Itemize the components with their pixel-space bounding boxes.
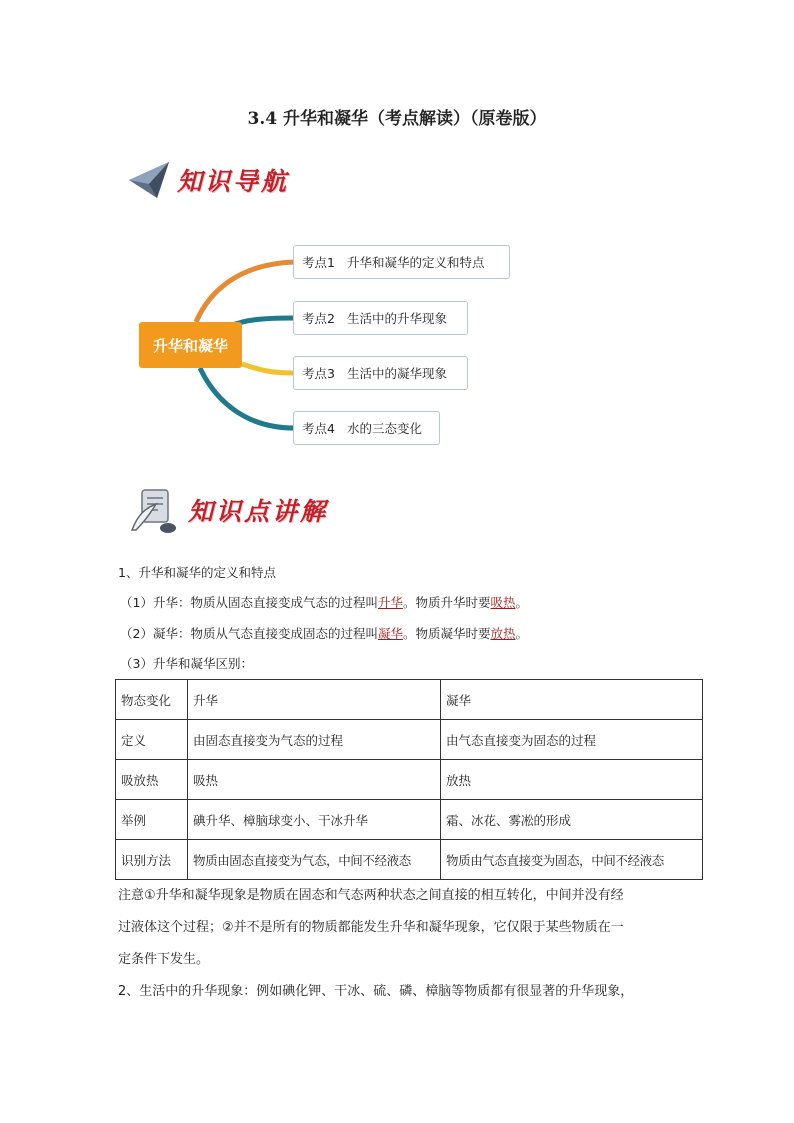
paragraph-deposition [120,624,528,642]
text-segment: （2）凝华：物质从气态直接变成固态的过程叫 [120,626,378,641]
connector-3 [242,364,294,373]
section-2-heading: 2、生活中的升华现象：例如碘化钾、干冰、硫、磷、樟脑等物质都有很显著的升华现象， [118,984,634,999]
table-cell: 碘升华、樟脑球变小、干冰升华 [188,800,441,840]
mindmap-node-1 [293,245,510,279]
table-cell: 吸热 [188,760,441,800]
connector-1 [196,262,294,322]
table-cell: 识别方法 [116,840,188,880]
mindmap-root: 升华和凝华 [139,322,242,368]
table-cell: 物态变化 [116,680,188,720]
table-cell: 吸放热 [116,760,188,800]
node-label: 水的三态变化 [346,421,422,436]
note-line-3: 定条件下发生。 [118,952,210,967]
node-label: 升华和凝华的定义和特点 [346,255,485,270]
table-row [116,720,703,760]
banner-knowledge-nav-title: 知识导航 [177,167,290,196]
note-line-1: 注意①升华和凝华现象是物质在固态和气态两种状态之间直接的相互转化，中间并没有经 [118,888,624,903]
banner-knowledge-explain-title: 知识点讲解 [188,497,329,526]
table-row [116,760,703,800]
node-number: 考点2 [302,311,335,326]
table-cell: 凝华 [441,680,703,720]
table-row [116,840,703,880]
text-segment: 。 [515,626,529,641]
keyword-release-heat: 放热 [490,626,516,641]
mindmap-node-3 [293,356,468,390]
paragraph-difference: （3）升华和凝华区别： [120,656,253,671]
mindmap-node-4 [293,411,440,445]
table-row [116,800,703,840]
node-label: 生活中的凝华现象 [346,366,447,381]
text-segment: 。物质升华时要 [402,595,491,610]
table-cell: 定义 [116,720,188,760]
text-segment: 。 [515,595,529,610]
table-cell: 举例 [116,800,188,840]
mindmap-node-2 [293,301,468,335]
connector-4 [200,368,294,428]
comparison-table [115,679,703,880]
text-segment: 。物质凝华时要 [402,626,491,641]
scroll-quill-icon [128,484,180,536]
page-title: 3.4 升华和凝华（考点解读）（原卷版） [247,109,547,129]
table-cell: 由固态直接变为气态的过程 [188,720,441,760]
table-cell: 物质由固态直接变为气态，中间不经液态 [188,840,441,880]
mindmap-connectors [0,0,794,460]
keyword-deposition: 凝华 [377,626,403,641]
table-cell: 物质由气态直接变为固态，中间不经液态 [441,840,703,880]
keyword-absorb-heat: 吸热 [490,595,516,610]
banner-knowledge-explain [128,484,328,536]
node-number: 考点4 [302,421,335,436]
node-label: 生活中的升华现象 [346,311,447,326]
table-cell: 放热 [441,760,703,800]
note-line-2: 过液体这个过程；②并不是所有的物质都能发生升华和凝华现象，它仅限于某些物质在一 [118,920,624,935]
table-header-row [116,680,703,720]
paragraph-sublimation [120,593,528,611]
section-1-heading: 1、升华和凝华的定义和特点 [118,565,276,580]
node-number: 考点3 [302,366,335,381]
table-cell: 由气态直接变为固态的过程 [441,720,703,760]
node-number: 考点1 [302,255,335,270]
keyword-sublimation: 升华 [377,595,403,610]
table-cell: 升华 [188,680,441,720]
text-segment: （1）升华：物质从固态直接变成气态的过程叫 [120,595,378,610]
table-cell: 霜、冰花、雾凇的形成 [441,800,703,840]
